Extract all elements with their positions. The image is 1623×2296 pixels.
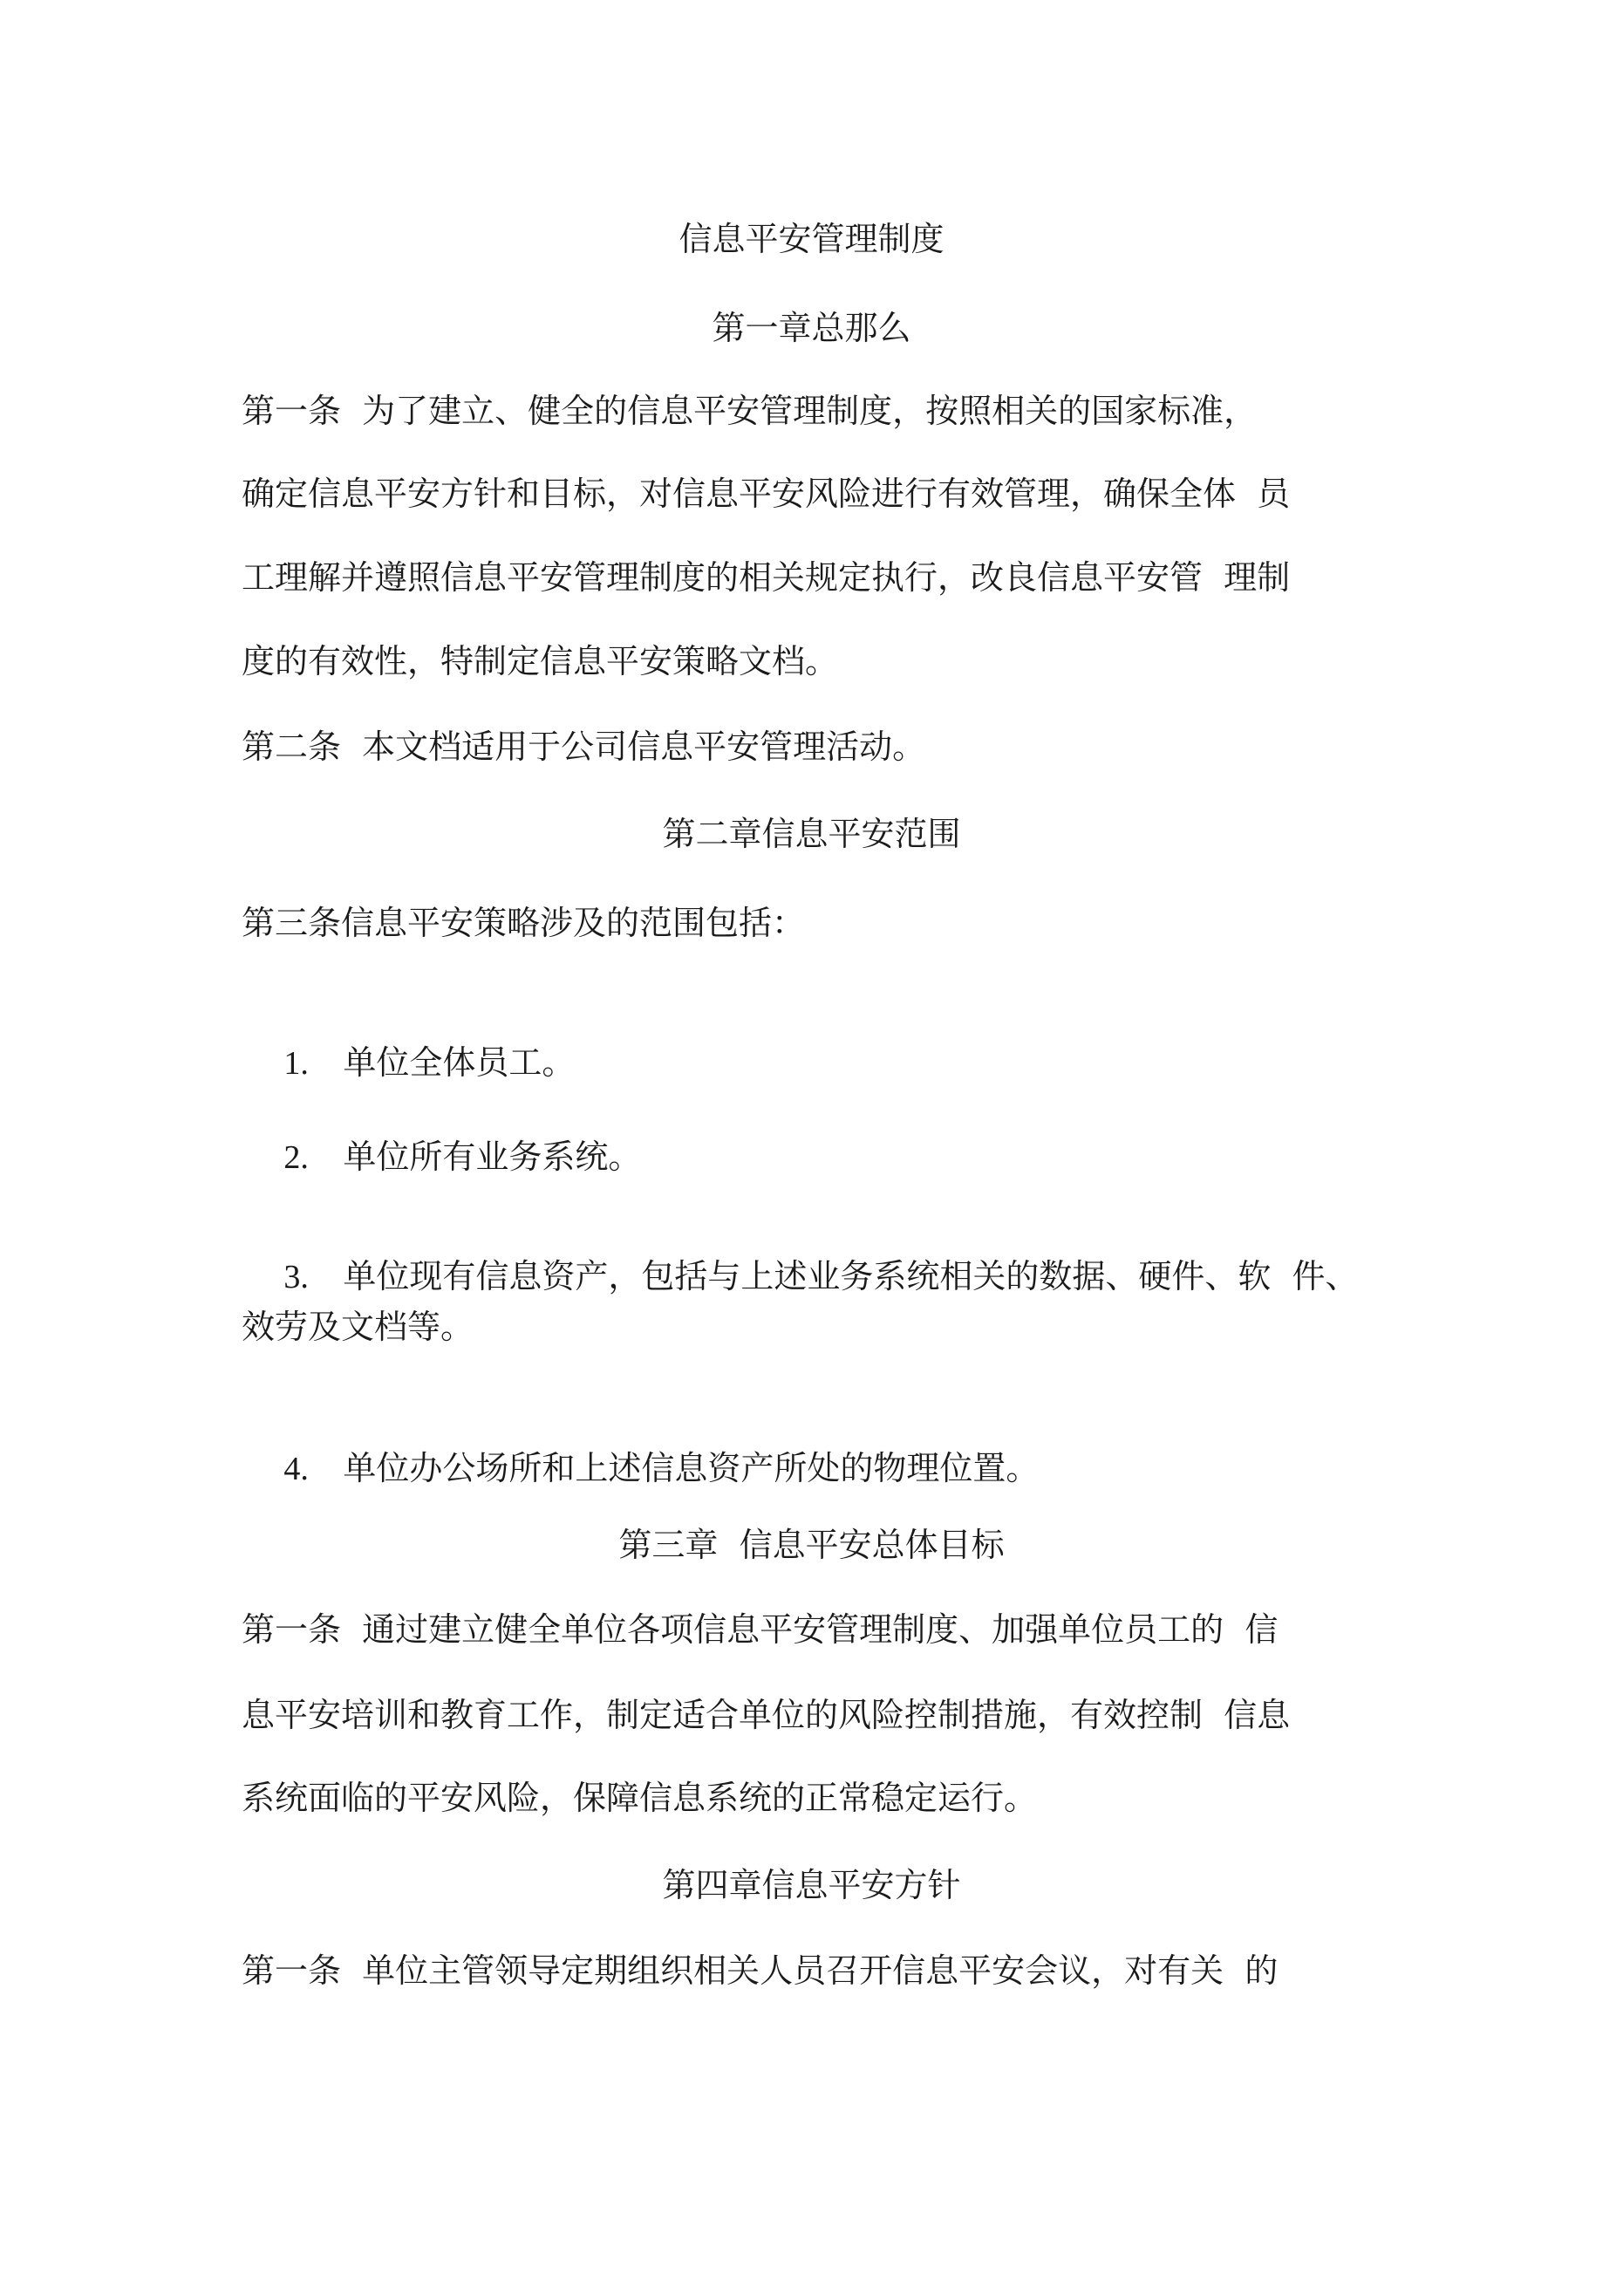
chapter-3-article-1-line-2: 息平安培训和教育工作，制定适合单位的风险控制措施，有效控制 信息: [242, 1696, 1291, 1734]
chapter-1-article-1-line-1: 第一条 为了建立、健全的信息平安管理制度，按照相关的国家标准，: [242, 392, 1258, 430]
chapter-3-article-1-line-3: 系统面临的平安风险，保障信息系统的正常稳定运行。: [242, 1779, 1038, 1817]
chapter-1-article-2: 第二条 本文档适用于公司信息平安管理活动。: [242, 728, 926, 766]
chapter-4-article-1-line-1: 第一条 单位主管领导定期组织相关人员召开信息平安会议，对有关 的: [242, 1951, 1279, 1990]
chapter-1-article-1-line-4: 度的有效性，特制定信息平安策略文档。: [242, 642, 839, 680]
list-text: 单位办公场所和上述信息资产所处的物理位置。: [343, 1449, 1040, 1487]
scope-list-item: [0, 1089, 1623, 1226]
list-text: 单位所有业务系统。: [343, 1138, 642, 1176]
list-number: 2.: [283, 1139, 309, 1176]
chapter-3-heading: 第三章 信息平安总体目标: [618, 1526, 1005, 1564]
list-number: 1.: [283, 1045, 309, 1082]
list-text: 单位现有信息资产，包括与上述业务系统相关的数据、硬件、软 件、: [343, 1257, 1359, 1295]
document-title: 信息平安管理制度: [679, 220, 944, 258]
list-text: 单位全体员工。: [343, 1043, 576, 1082]
chapter-1-article-1-line-3: 工理解并遵照信息平安管理制度的相关规定执行，改良信息平安管 理制: [242, 558, 1291, 597]
chapter-2-article-3: 第三条信息平安策略涉及的范围包括：: [242, 904, 806, 942]
chapter-4-heading: 第四章信息平安方针: [662, 1866, 961, 1904]
list-number: 4.: [283, 1451, 309, 1487]
chapter-1-heading: 第一章总那么: [712, 309, 911, 347]
scope-list-item-continuation: 效劳及文档等。: [242, 1308, 474, 1346]
chapter-1-article-1-line-2: 确定信息平安方针和目标，对信息平安风险进行有效管理，确保全体 员: [242, 475, 1291, 513]
scope-list-item: [0, 1400, 1623, 1537]
list-number: 3.: [283, 1259, 309, 1295]
chapter-2-heading: 第二章信息平安范围: [662, 815, 961, 853]
chapter-3-article-1-line-1: 第一条 通过建立健全单位各项信息平安管理制度、加强单位员工的 信: [242, 1610, 1279, 1649]
